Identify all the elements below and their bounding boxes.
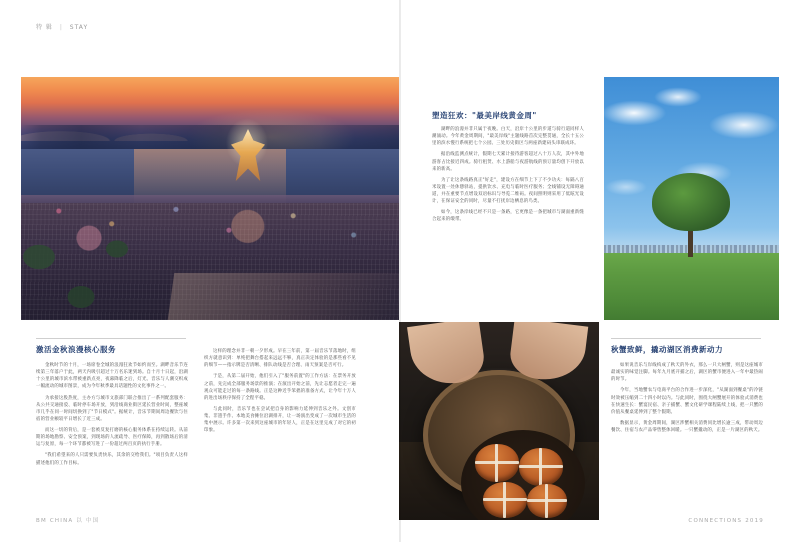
crab-item xyxy=(483,482,527,518)
paragraph: "我们希望来的人只需要负责快乐，其余的交给我们。"项目负责人这样描述他们的工作目标。 xyxy=(36,453,188,466)
lone-tree-field-photo xyxy=(604,77,779,320)
plaza-walkway xyxy=(168,273,399,320)
paragraph: 为了让这条线路真正"好走"，建设方在细节上下了不少功夫：每隔八百米设置一处休憩驿站，提供饮水、充电与临时医疗服务；全线铺设无障碍通道，并在重要节点增设双语标识与导览二维码。夜间照明则采用了低眩光设计，在保证安全的同时，尽量不打扰岸边栖息的鸟类。 xyxy=(432,177,584,205)
right-headline-rule xyxy=(611,338,761,339)
folio-left: BM CHINA 以 中国 xyxy=(36,518,100,524)
right-top-column xyxy=(432,126,584,228)
steamed-hairy-crabs-photo xyxy=(399,322,599,520)
paragraph: 据沿线监测点统计，假期七天累计接待游客超过八十万人次，其中外地游客占比接近四成。骑行租赁、水上游船与夜游航线的预订量均创下开放以来的新高。 xyxy=(432,152,584,172)
left-column-2 xyxy=(204,348,356,438)
left-page-headline: 激活金秋浪漫核心服务 xyxy=(36,345,116,354)
running-head-divider: | xyxy=(59,24,63,31)
paragraph: 湖畔的浪漫并非只属于夜晚。白天，沿岸十公里的步道与骑行道同样人潮涌动。今年黄金周期间，"最美岸线"主题线路首次完整贯通，全长十五公里的滨水慢行系统把七个公园、三处历史街区与两座新建码头串联成环。 xyxy=(432,127,584,147)
paragraph: 于是，从第二届开始，他们引入了"服务前置"的工作方法：在票务开放之前，先完成全部服务场景的推演；在演出开始之前，先让志愿者走完一遍观众可能走过的每一条路线。正是这种近乎笨拙的准备方式，让今年十万人的进出场秩序保持了全程平稳。 xyxy=(204,374,356,401)
grass-field xyxy=(604,253,779,320)
paragraph: 如今，这条岸线已经不只是一条路，它更像是一条把城市与湖面重新缝合起来的缎带。 xyxy=(432,210,584,223)
paragraph: 这样的理念并非一朝一夕形成。早在三年前，第一届音乐节落地时，组织方就意识到：单纯把舞台搭起来远远不够，真正决定体验的是那些看不见的细节——指示牌是否清晰、排队动线是否合理、雨天预案是否可行。 xyxy=(204,349,356,369)
running-head-section: 特 辑 xyxy=(36,24,53,31)
crab-item xyxy=(527,484,567,518)
tree-canopy xyxy=(652,173,730,231)
running-head-label: STAY xyxy=(69,24,89,31)
paragraph: 今年，当地蟹农与电商平台的合作进一步深化，"从湖面到餐桌"的冷链时效被压缩到二十四小时以内。与此同时，围绕大闸蟹展开的体验式消费也在快速生长：蟹宴民宿、亲子捕蟹、蟹文化研学课程陆续上线，把一只蟹的价值从餐桌延伸到了整个假期。 xyxy=(611,388,763,415)
bamboo-steamer-basket xyxy=(423,370,575,500)
paragraph: 为承接这股热度，主办方与城市文旅部门联合推出了一系列配套服务：从公共交通接驳、临时停车场开放，到沿线商业街区延长营业时间，整座城市几乎在同一时间切换到了"节日模式"。据统计，音乐节期间周边餐饮与住宿的营业额较平日增长了近三成。 xyxy=(36,395,188,422)
right-top-headline: 塑造狂欢："最美岸线黄金周" xyxy=(432,111,537,120)
paragraph: 数据显示，黄金周期间，湖区涉蟹相关消费同比增长逾三成，带动周边餐饮、住宿与农产品零售整体回暖。一只蟹撬动的，正是一片湖区的秋天。 xyxy=(611,420,763,433)
folio-right: CONNECTIONS 2019 xyxy=(688,518,764,524)
left-headline-rule xyxy=(36,338,186,339)
crab-item xyxy=(475,444,519,482)
left-column-1 xyxy=(36,362,188,471)
running-head xyxy=(36,22,88,31)
waterfront-sunset-concert-photo xyxy=(21,77,399,320)
right-bottom-headline: 秋蟹致鲜，撬动湖区消费新动力 xyxy=(611,345,723,354)
right-bottom-column xyxy=(611,362,763,438)
paragraph: 如果说音乐与岸线构成了秋天的外衣，那么一只大闸蟹，则是这座城市最诚实的味觉注脚。每年九月底开捕之后，湖区的蟹市便进入一年中最热闹的时节。 xyxy=(611,363,763,383)
paragraph: 金秋时节的十月，一场席卷全城的浪漫狂欢节如约而至。湖畔音乐节连续第三年落户于此，两天内吸引超过十万名乐迷到场。自十月十日起，沿湖十公里的城市滨水带被重新点亮，夜幕降临之后，灯光、音乐与人潮交织成一幅流动的城市图景，成为今年秋季最具话题性的文化事件之一。 xyxy=(36,363,188,390)
crab-item xyxy=(519,448,563,486)
park-trees xyxy=(21,227,141,320)
spread-gutter xyxy=(399,0,401,542)
paragraph: 与此同时，音乐节也在尝试把自身的影响力延伸到音乐之外。文创市集、非遗手作、本地美食摊位沿湖排开，让一场演出变成了一次城市生活的集中展示。许多第一次来到这座城市的年轻人，正是在这里完成了对它的初印象。 xyxy=(204,406,356,434)
paragraph: 而这一切的背后，是一套被反复打磨的核心服务体系在持续运转。从前期的场地勘察、安全预案，到现场的人流疏导、医疗保障，再到散场后的清运与复原，每一个环节都被写进了一份超过两百页的执行手册。 xyxy=(36,428,188,448)
